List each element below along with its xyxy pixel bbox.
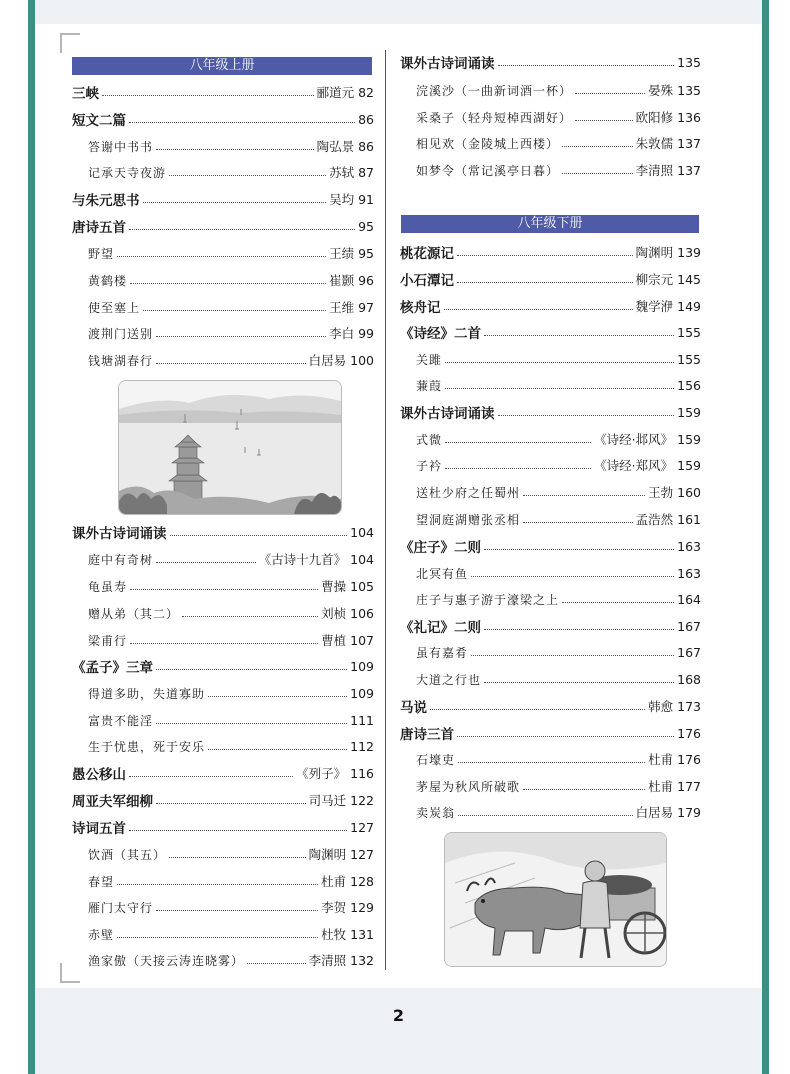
section-header-grade8-vol2: 八年级下册 (401, 215, 699, 233)
dot-leader (117, 884, 318, 885)
entry-page-number: 109 (350, 658, 374, 674)
entry-page-number: 129 (350, 899, 374, 915)
toc-entry (416, 589, 701, 609)
toc-entry (416, 429, 701, 449)
toc-entry (88, 162, 374, 182)
toc-entry (416, 375, 701, 395)
entry-page-number: 86 (358, 111, 374, 127)
entry-title: 钱塘湖春行 (88, 353, 154, 368)
entry-page-number: 86 (358, 138, 374, 154)
entry-title: 唐诗五首 (72, 220, 126, 236)
toc-entry (416, 349, 701, 369)
entry-title: 黄鹤楼 (88, 273, 128, 288)
entry-page-number: 87 (358, 164, 374, 180)
entry-title: 式微 (416, 432, 443, 447)
dot-leader (457, 736, 674, 737)
toc-entry (416, 160, 701, 180)
entry-author: 晏殊 (648, 83, 674, 98)
toc-entry (416, 107, 701, 127)
entry-page-number: 155 (677, 351, 701, 367)
entry-title: 如梦令（常记溪亭日暮） (416, 163, 560, 178)
toc-entry (88, 710, 374, 730)
entry-page-number: 96 (358, 272, 374, 288)
entry-title: 桃花源记 (400, 246, 454, 262)
entry-author: 白居易 (635, 805, 674, 820)
toc-entry (88, 736, 374, 756)
entry-page-number: 128 (350, 873, 374, 889)
dot-leader (143, 202, 327, 203)
entry-title: 子衿 (416, 458, 443, 473)
entry-title: 石壕吏 (416, 752, 456, 767)
entry-title: 唐诗三首 (400, 727, 454, 743)
dot-leader (562, 146, 633, 147)
page-top-band (35, 0, 762, 24)
dot-leader (129, 122, 355, 123)
dot-leader (498, 65, 675, 66)
dot-leader (457, 282, 633, 283)
entry-author: 杜牧 (321, 927, 347, 942)
entry-title: 茅屋为秋风所破歌 (416, 779, 521, 794)
entry-page-number: 159 (677, 457, 701, 473)
toc-entry (400, 696, 701, 716)
entry-page-number: 159 (677, 431, 701, 447)
corner-ornament-bottom (60, 963, 80, 983)
entry-author: 陶渊明 (635, 245, 674, 260)
dot-leader (523, 495, 645, 496)
entry-page-number: 137 (677, 135, 701, 151)
entry-page-number: 127 (350, 846, 374, 862)
entry-author: 欧阳修 (635, 110, 674, 125)
entry-author: 刘桢 (321, 606, 347, 621)
toc-entry (72, 763, 374, 783)
entry-author: 陶渊明 (308, 847, 347, 862)
entry-page-number: 139 (677, 244, 701, 260)
entry-title: 北冥有鱼 (416, 566, 469, 581)
entry-author: 李清照 (308, 953, 347, 968)
entry-title: 《礼记》二则 (400, 620, 481, 636)
toc-entry (88, 323, 374, 343)
entry-title: 大道之行也 (416, 672, 482, 687)
entry-page-number: 82 (358, 84, 374, 100)
toc-entry (88, 950, 374, 970)
dot-leader (156, 803, 306, 804)
entry-author: 李白 (329, 326, 355, 341)
dot-leader (457, 255, 633, 256)
entry-title: 蒹葭 (416, 378, 443, 393)
entry-title: 野望 (88, 246, 115, 261)
entry-title: 庭中有奇树 (88, 552, 154, 567)
toc-entry (416, 802, 701, 822)
entry-page-number: 104 (350, 551, 374, 567)
entry-title: 核舟记 (400, 300, 441, 316)
dot-leader (471, 576, 674, 577)
entry-page-number: 163 (677, 565, 701, 581)
entry-page-number: 104 (350, 524, 374, 540)
toc-entry (400, 296, 701, 316)
entry-title: 愚公移山 (72, 767, 126, 783)
entry-page-number: 111 (350, 712, 374, 728)
entry-title: 相见欢（金陵城上西楼） (416, 136, 560, 151)
entry-author: 《诗经·邶风》 (594, 432, 674, 447)
entry-page-number: 137 (677, 162, 701, 178)
entry-title: 庄子与惠子游于濠梁之上 (416, 592, 560, 607)
dot-leader (562, 173, 633, 174)
toc-entry (88, 270, 374, 290)
dot-leader (182, 616, 318, 617)
toc-entry (88, 136, 374, 156)
entry-title: 饮酒（其五） (88, 847, 167, 862)
toc-entry (400, 322, 701, 342)
toc-entry (416, 455, 701, 475)
entry-page-number: 116 (350, 765, 374, 781)
dot-leader (445, 442, 591, 443)
dot-leader (575, 93, 645, 94)
dot-leader (129, 830, 347, 831)
entry-title: 虽有嘉肴 (416, 645, 469, 660)
page-bottom-band (35, 988, 762, 1074)
toc-entry (416, 80, 701, 100)
entry-page-number: 122 (350, 792, 374, 808)
dot-leader (523, 789, 645, 790)
entry-page-number: 156 (677, 377, 701, 393)
entry-page-number: 91 (358, 191, 374, 207)
entry-author: 李清照 (635, 163, 674, 178)
entry-author: 孟浩然 (635, 512, 674, 527)
entry-author: 朱敦儒 (635, 136, 674, 151)
dot-leader (484, 549, 674, 550)
dot-leader (208, 696, 347, 697)
toc-entry (72, 790, 374, 810)
dot-leader (208, 749, 347, 750)
dot-leader (156, 149, 314, 150)
entry-author: 杜甫 (648, 752, 674, 767)
dot-leader (117, 256, 326, 257)
entry-title: 小石潭记 (400, 273, 454, 289)
entry-author: 《古诗十九首》 (258, 552, 347, 567)
entry-page-number: 109 (350, 685, 374, 701)
entry-page-number: 100 (350, 352, 374, 368)
entry-title: 浣溪沙（一曲新词酒一杯） (416, 83, 573, 98)
toc-entry (88, 897, 374, 917)
entry-page-number: 168 (677, 671, 701, 687)
toc-entry (72, 82, 374, 102)
entry-title: 《孟子》三章 (72, 660, 153, 676)
dot-leader (129, 776, 293, 777)
dot-leader (130, 283, 326, 284)
toc-entry (72, 656, 374, 676)
entry-title: 记承天寺夜游 (88, 165, 167, 180)
lake-pagoda-illustration (118, 380, 342, 515)
dot-leader (156, 910, 318, 911)
dot-leader (498, 415, 675, 416)
entry-page-number: 106 (350, 605, 374, 621)
entry-page-number: 176 (677, 725, 701, 741)
dot-leader (484, 335, 674, 336)
entry-page-number: 167 (677, 644, 701, 660)
entry-title: 课外古诗词诵读 (400, 56, 495, 72)
toc-entry (88, 350, 374, 370)
entry-page-number: 167 (677, 618, 701, 634)
toc-entry (88, 630, 374, 650)
entry-title: 望洞庭湖赠张丞相 (416, 512, 521, 527)
dot-leader (156, 669, 347, 670)
toc-entry (416, 563, 701, 583)
entry-author: 曹操 (321, 579, 347, 594)
entry-page-number: 131 (350, 926, 374, 942)
dot-leader (445, 388, 674, 389)
entry-author: 韩愈 (648, 699, 674, 714)
dot-leader (445, 362, 674, 363)
entry-author: 司马迁 (308, 793, 347, 808)
toc-entry (416, 133, 701, 153)
entry-title: 课外古诗词诵读 (72, 526, 167, 542)
entry-page-number: 95 (358, 245, 374, 261)
entry-author: 魏学洢 (635, 299, 674, 314)
toc-entry (416, 642, 701, 662)
entry-author: 王绩 (329, 246, 355, 261)
entry-author: 吴均 (329, 192, 355, 207)
dot-leader (562, 602, 674, 603)
dot-leader (156, 336, 326, 337)
toc-entry (88, 576, 374, 596)
toc-entry (72, 109, 374, 129)
dot-leader (484, 629, 674, 630)
entry-title: 渔家傲（天接云涛连晓雾） (88, 953, 245, 968)
toc-entry (400, 269, 701, 289)
entry-page-number: 127 (350, 819, 374, 835)
toc-entry (72, 216, 374, 236)
toc-entry (416, 776, 701, 796)
dot-leader (156, 363, 306, 364)
toc-entry (88, 683, 374, 703)
toc-entry (88, 844, 374, 864)
entry-author: 《诗经·郑风》 (594, 458, 674, 473)
dot-leader (458, 815, 633, 816)
entry-title: 渡荆门送别 (88, 326, 154, 341)
entry-author: 《列子》 (296, 766, 347, 781)
dot-leader (169, 857, 306, 858)
right-frame-bar (762, 0, 769, 1074)
entry-page-number: 135 (677, 82, 701, 98)
entry-title: 赤壁 (88, 927, 115, 942)
entry-author: 杜甫 (321, 874, 347, 889)
entry-page-number: 164 (677, 591, 701, 607)
dot-leader (156, 562, 256, 563)
toc-entry (88, 549, 374, 569)
entry-title: 诗词五首 (72, 821, 126, 837)
entry-title: 《诗经》二首 (400, 326, 481, 342)
entry-page-number: 99 (358, 325, 374, 341)
entry-title: 马说 (400, 700, 427, 716)
entry-title: 短文二篇 (72, 113, 126, 129)
entry-title: 生于忧患，死于安乐 (88, 739, 206, 754)
entry-page-number: 179 (677, 804, 701, 820)
dot-leader (169, 175, 326, 176)
dot-leader (143, 310, 326, 311)
ox-cart-illustration (444, 832, 667, 967)
toc-entry (400, 402, 701, 422)
dot-leader (575, 120, 633, 121)
toc-entry (400, 536, 701, 556)
entry-title: 富贵不能淫 (88, 713, 154, 728)
toc-entry (88, 297, 374, 317)
toc-entry (400, 242, 701, 262)
entry-page-number: 160 (677, 484, 701, 500)
entry-title: 采桑子（轻舟短棹西湖好） (416, 110, 573, 125)
dot-leader (458, 762, 645, 763)
entry-author: 曹植 (321, 633, 347, 648)
entry-page-number: 177 (677, 778, 701, 794)
entry-page-number: 163 (677, 538, 701, 554)
entry-author: 陶弘景 (316, 139, 355, 154)
toc-entry (88, 871, 374, 891)
dot-leader (247, 963, 306, 964)
toc-entry (400, 616, 701, 636)
dot-leader (130, 589, 318, 590)
entry-title: 得道多助，失道寡助 (88, 686, 206, 701)
toc-entry (400, 52, 701, 72)
entry-page-number: 97 (358, 299, 374, 315)
entry-title: 梁甫行 (88, 633, 128, 648)
entry-title: 春望 (88, 874, 115, 889)
entry-title: 课外古诗词诵读 (400, 406, 495, 422)
entry-page-number: 107 (350, 632, 374, 648)
dot-leader (130, 643, 318, 644)
toc-entry (72, 189, 374, 209)
dot-leader (471, 655, 674, 656)
entry-page-number: 95 (358, 218, 374, 234)
entry-author: 苏轼 (329, 165, 355, 180)
section-header-grade8-vol1: 八年级上册 (72, 57, 372, 75)
entry-author: 王勃 (648, 485, 674, 500)
column-divider (385, 50, 386, 970)
entry-page-number: 155 (677, 324, 701, 340)
entry-page-number: 135 (677, 54, 701, 70)
entry-page-number: 149 (677, 298, 701, 314)
entry-page-number: 161 (677, 511, 701, 527)
entry-page-number: 112 (350, 738, 374, 754)
toc-entry (72, 522, 374, 542)
entry-author: 郦道元 (316, 85, 355, 100)
entry-page-number: 136 (677, 109, 701, 125)
entry-title: 赠从弟（其二） (88, 606, 180, 621)
toc-entry (88, 924, 374, 944)
toc-entry (88, 603, 374, 623)
dot-leader (523, 522, 633, 523)
entry-page-number: 105 (350, 578, 374, 594)
entry-title: 三峡 (72, 86, 99, 102)
dot-leader (430, 709, 645, 710)
dot-leader (129, 229, 355, 230)
toc-entry (416, 669, 701, 689)
dot-leader (117, 937, 318, 938)
entry-title: 答谢中书书 (88, 139, 154, 154)
dot-leader (170, 535, 348, 536)
dot-leader (484, 682, 674, 683)
entry-page-number: 159 (677, 404, 701, 420)
entry-title: 龟虽寿 (88, 579, 128, 594)
entry-title: 《庄子》二则 (400, 540, 481, 556)
entry-page-number: 173 (677, 698, 701, 714)
toc-entry (416, 482, 701, 502)
toc-entry (400, 723, 701, 743)
entry-author: 杜甫 (648, 779, 674, 794)
dot-leader (445, 468, 591, 469)
toc-entry (88, 243, 374, 263)
entry-page-number: 132 (350, 952, 374, 968)
toc-entry (416, 509, 701, 529)
dot-leader (444, 309, 633, 310)
entry-title: 卖炭翁 (416, 805, 456, 820)
entry-title: 使至塞上 (88, 300, 141, 315)
entry-page-number: 145 (677, 271, 701, 287)
entry-author: 李贺 (321, 900, 347, 915)
dot-leader (156, 723, 347, 724)
toc-entry (416, 749, 701, 769)
entry-title: 关雎 (416, 352, 443, 367)
entry-author: 崔颢 (329, 273, 355, 288)
entry-author: 柳宗元 (635, 272, 674, 287)
entry-author: 王维 (329, 300, 355, 315)
entry-title: 与朱元思书 (72, 193, 140, 209)
entry-author: 白居易 (308, 353, 347, 368)
dot-leader (102, 95, 314, 96)
left-frame-bar (28, 0, 35, 1074)
entry-title: 雁门太守行 (88, 900, 154, 915)
entry-title: 周亚夫军细柳 (72, 794, 153, 810)
entry-page-number: 176 (677, 751, 701, 767)
page-number: 2 (392, 1006, 405, 1025)
toc-entry (72, 817, 374, 837)
corner-ornament-top (60, 33, 80, 53)
entry-title: 送杜少府之任蜀州 (416, 485, 521, 500)
